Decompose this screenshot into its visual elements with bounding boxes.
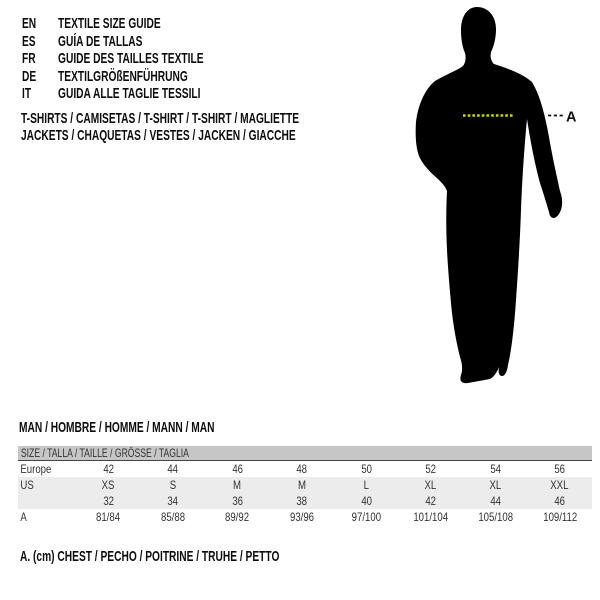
size-value-cell bbox=[141, 477, 206, 493]
size-value: 44 bbox=[167, 462, 179, 476]
silhouette-shape bbox=[416, 7, 562, 383]
gender-heading: MAN / HOMBRE / HOMME / MANN / MAN bbox=[19, 419, 215, 436]
size-value: XXL bbox=[550, 478, 569, 492]
row-label: Europe bbox=[20, 462, 52, 476]
size-value: 52 bbox=[425, 462, 437, 476]
size-value-cell bbox=[205, 461, 270, 477]
category-list bbox=[21, 110, 430, 144]
size-value-cell bbox=[141, 461, 206, 477]
measure-label-a: A bbox=[566, 109, 577, 126]
size-value-cell bbox=[141, 493, 206, 509]
size-value-cell bbox=[528, 477, 593, 493]
language-code: FR bbox=[22, 50, 36, 67]
table-row bbox=[18, 477, 592, 493]
size-value: XS bbox=[101, 478, 115, 492]
size-value: S bbox=[169, 478, 176, 492]
size-value-cell bbox=[334, 509, 399, 525]
size-value: 93/96 bbox=[289, 510, 314, 524]
size-value-cell bbox=[399, 477, 464, 493]
language-code: ES bbox=[22, 32, 36, 50]
size-value: 54 bbox=[489, 462, 501, 476]
language-code: EN bbox=[22, 15, 37, 32]
row-label-cell bbox=[18, 493, 76, 509]
row-label-cell bbox=[18, 509, 76, 525]
size-value: L bbox=[363, 478, 369, 492]
language-list bbox=[22, 15, 289, 103]
size-value-cell bbox=[270, 509, 335, 525]
size-value-cell bbox=[399, 509, 464, 525]
language-code: DE bbox=[22, 67, 37, 85]
size-value-cell bbox=[463, 461, 528, 477]
size-value: 40 bbox=[360, 494, 372, 508]
row-label-cell bbox=[18, 477, 76, 493]
size-value: 101/104 bbox=[413, 510, 449, 524]
category-line: JACKETS / CHAQUETAS / VESTES / JACKEN / GIACCHE bbox=[21, 127, 296, 144]
size-table-header-label: SIZE / TALLA / TAILLE / GRÖSSE / TAGLIA bbox=[20, 446, 189, 460]
language-title: TEXTILGRÖßENFÜHRUNG bbox=[58, 67, 188, 85]
size-value-cell bbox=[528, 509, 593, 525]
size-value: 97/100 bbox=[351, 510, 381, 524]
language-title: TEXTILE SIZE GUIDE bbox=[58, 15, 161, 32]
table-row bbox=[18, 509, 592, 525]
size-value: 48 bbox=[296, 462, 308, 476]
size-table-header bbox=[18, 446, 592, 461]
row-label: US bbox=[20, 478, 34, 492]
language-row bbox=[22, 85, 203, 103]
size-value: XL bbox=[489, 478, 502, 492]
language-row bbox=[22, 15, 203, 33]
size-value-cell bbox=[399, 493, 464, 509]
size-value: 85/88 bbox=[160, 510, 185, 524]
size-value: 109/112 bbox=[542, 510, 577, 524]
size-value: 42 bbox=[102, 462, 114, 476]
size-value-cell bbox=[463, 477, 528, 493]
size-value-cell bbox=[463, 509, 528, 525]
size-value: 81/84 bbox=[96, 510, 121, 524]
language-row bbox=[22, 33, 203, 51]
size-value-cell bbox=[141, 509, 206, 525]
size-value: 56 bbox=[554, 462, 566, 476]
language-title: GUIDE DES TAILLES TEXTILE bbox=[58, 50, 204, 67]
size-value-cell bbox=[334, 493, 399, 509]
size-value: M bbox=[297, 478, 306, 492]
size-value-cell bbox=[399, 461, 464, 477]
size-value: 38 bbox=[296, 494, 308, 508]
size-value: 36 bbox=[231, 494, 243, 508]
size-value: 46 bbox=[554, 494, 566, 508]
size-value-cell bbox=[76, 493, 141, 509]
table-row bbox=[18, 461, 592, 477]
size-value-cell bbox=[205, 493, 270, 509]
size-value-cell bbox=[270, 493, 335, 509]
size-value: 46 bbox=[231, 462, 243, 476]
size-value-cell bbox=[528, 493, 593, 509]
size-value-cell bbox=[205, 509, 270, 525]
size-value: 105/108 bbox=[477, 510, 513, 524]
size-value: 34 bbox=[167, 494, 179, 508]
row-label-cell bbox=[18, 461, 76, 477]
language-title: GUÍA DE TALLAS bbox=[58, 32, 143, 50]
man-silhouette-figure bbox=[405, 5, 580, 395]
language-code: IT bbox=[22, 85, 32, 102]
size-value: 89/92 bbox=[225, 510, 250, 524]
measurement-footnote: A. (cm) CHEST / PECHO / POITRINE / TRUHE / PETTO bbox=[20, 548, 280, 565]
size-value: 32 bbox=[102, 494, 114, 508]
size-value-cell bbox=[270, 461, 335, 477]
language-row bbox=[22, 68, 203, 86]
category-line: T-SHIRTS / CAMISETAS / T-SHIRT / T-SHIRT / MAGLIETTE bbox=[21, 110, 300, 127]
size-value: 50 bbox=[360, 462, 372, 476]
size-table bbox=[18, 446, 592, 525]
table-row bbox=[18, 493, 592, 509]
size-value-cell bbox=[76, 461, 141, 477]
man-silhouette bbox=[405, 5, 580, 395]
size-value-cell bbox=[463, 493, 528, 509]
size-value-cell bbox=[76, 509, 141, 525]
row-label: A bbox=[20, 510, 27, 524]
size-value: XL bbox=[424, 478, 437, 492]
size-value: 42 bbox=[425, 494, 437, 508]
size-value: 44 bbox=[489, 494, 501, 508]
size-value: M bbox=[233, 478, 242, 492]
size-value-cell bbox=[270, 477, 335, 493]
size-value-cell bbox=[205, 477, 270, 493]
language-title: GUIDA ALLE TAGLIE TESSILI bbox=[58, 85, 201, 102]
language-row bbox=[22, 50, 203, 68]
size-value-cell bbox=[528, 461, 593, 477]
size-table-grid bbox=[18, 461, 592, 525]
size-value-cell bbox=[334, 461, 399, 477]
size-value-cell bbox=[76, 477, 141, 493]
size-value-cell bbox=[334, 477, 399, 493]
